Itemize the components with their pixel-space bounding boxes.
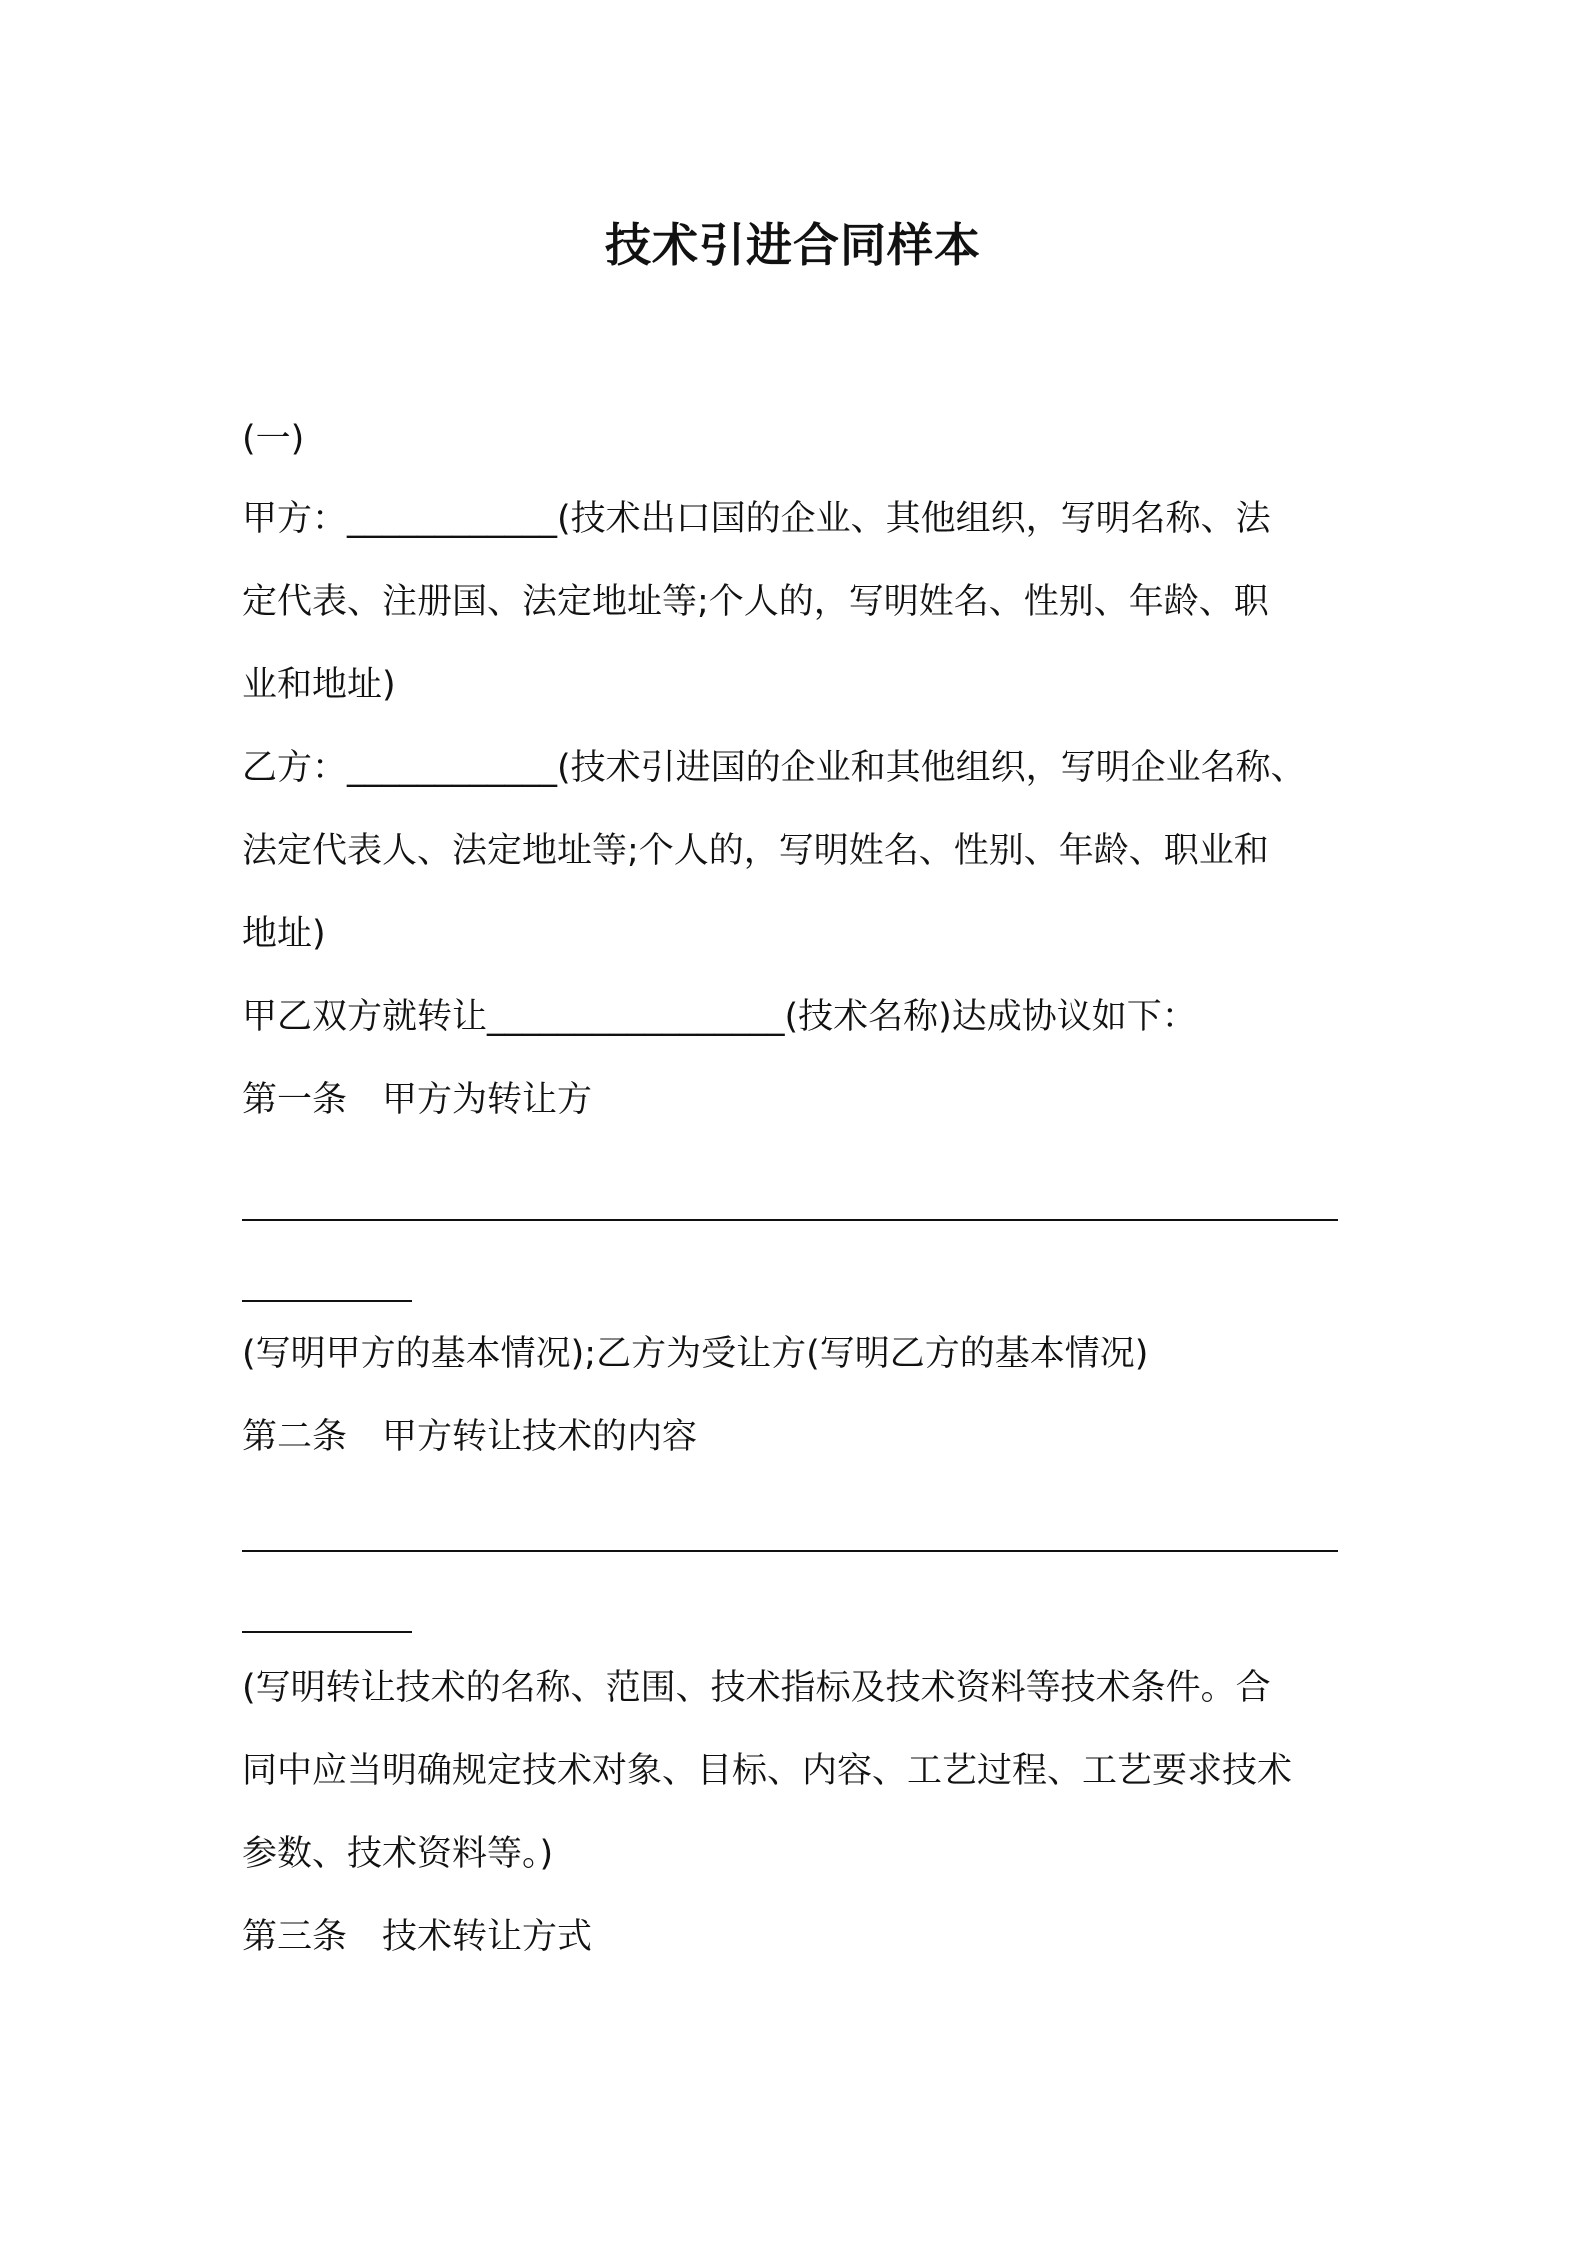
article-2-note-line-2: 同中应当明确规定技术对象、目标、内容、工艺过程、工艺要求技术 xyxy=(242,1751,1293,1791)
agreement-intro: 甲乙双方就转让_________________(技术名称)达成协议如下： xyxy=(242,997,1197,1037)
fill-in-line xyxy=(242,1631,412,1633)
party-a-line-3: 业和地址) xyxy=(242,665,396,705)
party-a-line-1: 甲方：____________(技术出口国的企业、其他组织，写明名称、法 xyxy=(242,499,1271,539)
document-title: 技术引进合同样本 xyxy=(605,218,981,272)
article-2-heading: 第二条 甲方转让技术的内容 xyxy=(242,1417,698,1457)
article-1-note: (写明甲方的基本情况);乙方为受让方(写明乙方的基本情况) xyxy=(242,1334,1149,1374)
party-b-line-1: 乙方：____________(技术引进国的企业和其他组织，写明企业名称、 xyxy=(242,748,1306,788)
article-2-note-line-1: (写明转让技术的名称、范围、技术指标及技术资料等技术条件。合 xyxy=(242,1668,1271,1708)
party-b-line-2: 法定代表人、法定地址等;个人的，写明姓名、性别、年龄、职业和 xyxy=(242,831,1269,871)
article-2-note-line-3: 参数、技术资料等。) xyxy=(242,1834,554,1874)
fill-in-line xyxy=(242,1219,1338,1221)
party-a-line-2: 定代表、注册国、法定地址等;个人的，写明姓名、性别、年龄、职 xyxy=(242,582,1269,622)
fill-in-line xyxy=(242,1550,1338,1552)
article-3-heading: 第三条 技术转让方式 xyxy=(242,1917,593,1957)
article-1-heading: 第一条 甲方为转让方 xyxy=(242,1080,593,1120)
fill-in-line xyxy=(242,1300,412,1302)
section-number: (一) xyxy=(242,419,305,459)
party-b-line-3: 地址) xyxy=(242,914,326,954)
